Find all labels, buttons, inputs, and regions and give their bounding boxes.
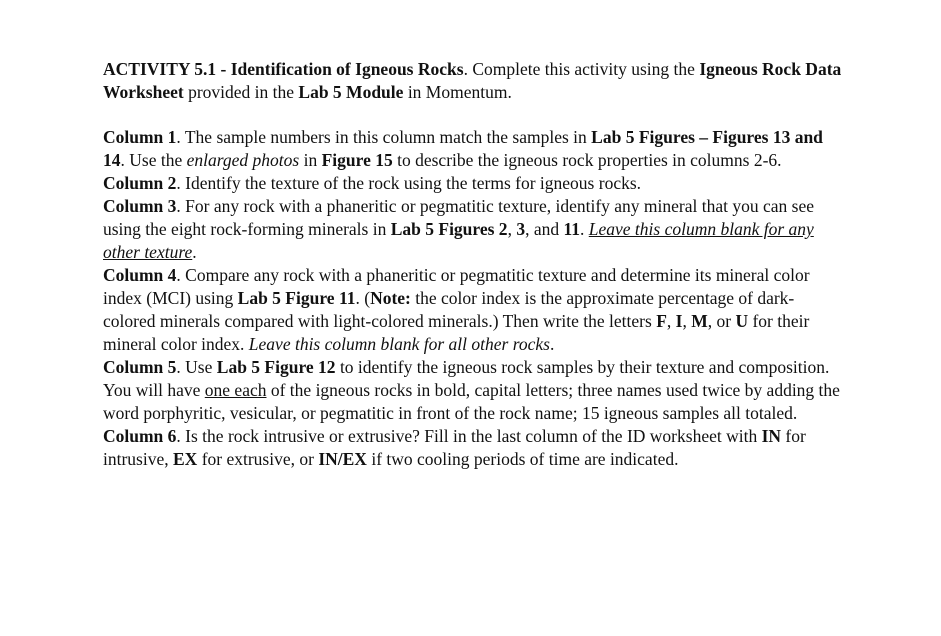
activity-intro: ACTIVITY 5.1 - Identification of Igneous Rocks. Complete this activity using the Igneous Rock Data Worksheet provided in the Lab 5 Module in Momentum. — [103, 59, 842, 102]
column-6-instructions: Column 6. Is the rock intrusive or extrusive? Fill in the last column of the ID worksheet with IN for intrusive, EX for extrusive, or IN/EX if two cooling periods of time are indicated. — [103, 426, 806, 469]
activity-title: ACTIVITY 5.1 - Identification of Igneous Rocks — [103, 59, 464, 79]
paragraph-gap — [103, 104, 843, 126]
document-page — [103, 58, 843, 471]
column-3-instructions: Column 3. For any rock with a phaneritic or pegmatitic texture, identify any mineral that you can see using the eight rock-forming minerals in Lab 5 Figures 2, 3, and 11. Leave this column blank for any other texture. — [103, 196, 814, 262]
worksheet-name: Igneous Rock Data Worksheet — [103, 59, 842, 102]
column-2-instructions: Column 2. Identify the texture of the rock using the terms for igneous rocks. — [103, 173, 642, 193]
module-name: Lab 5 Module — [298, 82, 404, 102]
column-2-label: Column 2 — [103, 173, 177, 193]
column-4-label: Column 4 — [103, 265, 177, 285]
column-4-instructions: Column 4. Compare any rock with a phaneritic or pegmatitic texture and determine its mineral color index (MCI) using Lab 5 Figure 11. (Note: the color index is the approximate percentage of dark-colored minerals compared with light-colored minerals.) Then write the letters F, I, M, or U for their mineral color index. Leave this column blank for all other rocks. — [103, 265, 810, 354]
column-6-label: Column 6 — [103, 426, 177, 446]
column-5-label: Column 5 — [103, 357, 177, 377]
column-1-label: Column 1 — [103, 127, 177, 147]
column-3-label: Column 3 — [103, 196, 177, 216]
column-5-instructions: Column 5. Use Lab 5 Figure 12 to identify the igneous rock samples by their texture and composition. You will have one each of the igneous rocks in bold, capital letters; three names used twice by adding the word porphyritic, vesicular, or pegmatitic in front of the rock name; 15 igneous samples all totaled. — [103, 357, 840, 423]
column-1-instructions: Column 1. The sample numbers in this column match the samples in Lab 5 Figures – Figures 13 and 14. Use the enlarged photos in Figure 15 to describe the igneous rock properties in columns 2-6. — [103, 127, 823, 170]
